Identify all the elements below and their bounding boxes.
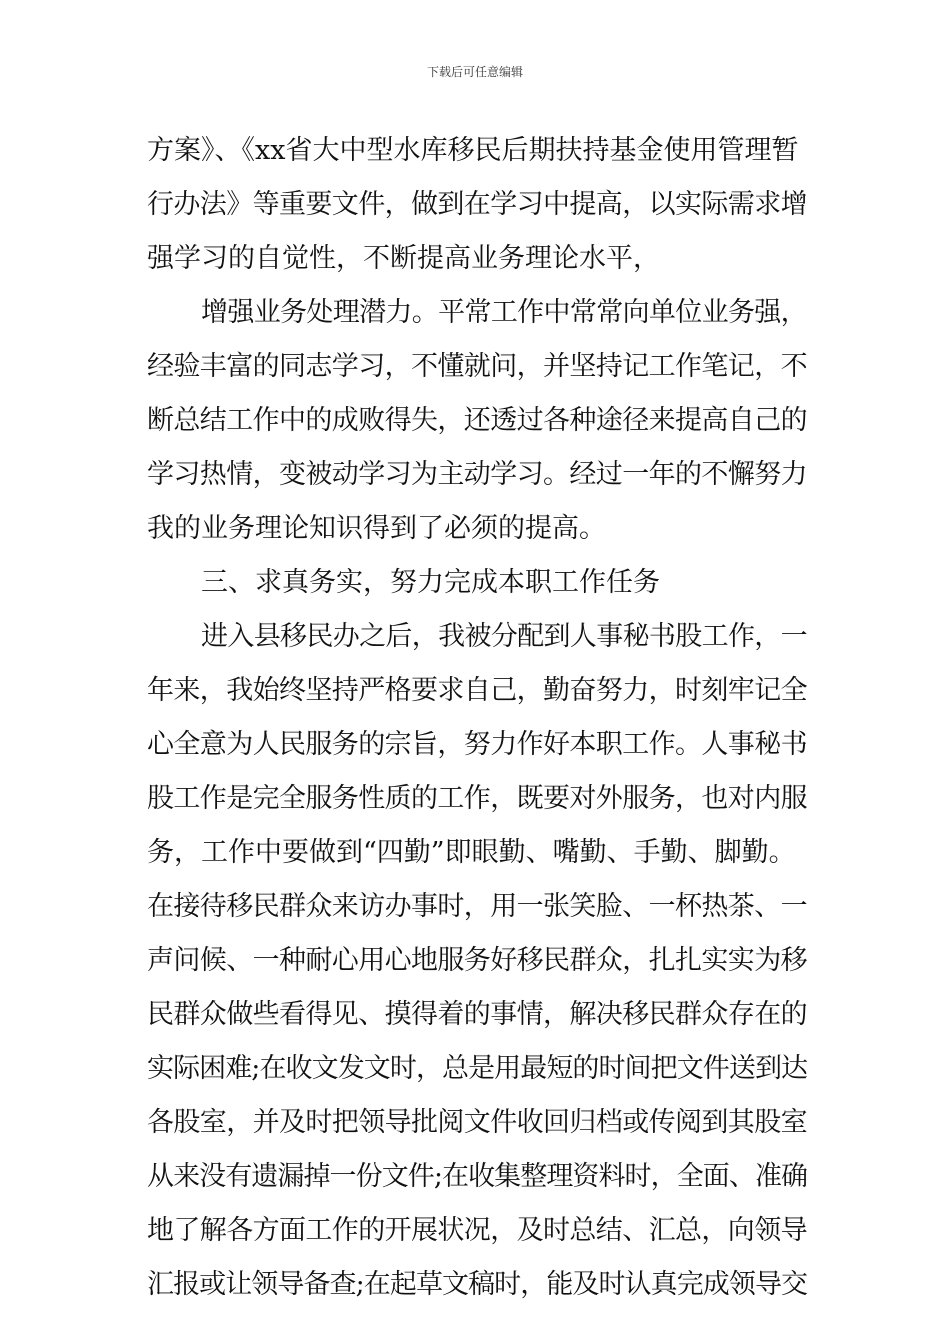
document-body [147,124,807,1312]
text-line: 地了解各方面工作的开展状况，及时总结、汇总，向领导 [147,1215,807,1246]
text-line: 进入县移民办之后，我被分配到人事秘书股工作，一 [201,621,807,652]
text-line: 强学习的自觉性，不断提高业务理论水平， [147,243,660,274]
text-line: 行办法》等重要文件，做到在学习中提高，以实际需求增 [147,189,807,220]
text-line: 汇报或让领导备查;在起草文稿时，能及时认真完成领导交 [147,1269,808,1300]
text-line: 民群众做些看得见、摸得着的事情，解决移民群众存在的 [147,999,807,1030]
text-line: 在接待移民群众来访办事时，用一张笑脸、一杯热茶、一 [147,891,807,922]
text-line: 各股室，并及时把领导批阅文件收回归档或传阅到其股室 [147,1107,807,1138]
text-line: 学习热情，变被动学习为主动学习。经过一年的不懈努力 [147,459,807,490]
text-line: 年来，我始终坚持严格要求自己，勤奋努力，时刻牢记全 [147,675,807,706]
text-line: 断总结工作中的成败得失，还透过各种途径来提高自己的 [147,405,807,436]
text-line: 声问候、一种耐心用心地服务好移民群众，扎扎实实为移 [147,945,807,976]
page-header: 下载后可任意编辑 [426,65,523,79]
text-line: 我的业务理论知识得到了必须的提高。 [147,513,606,544]
text-line: 心全意为人民服务的宗旨，努力作好本职工作。人事秘书 [147,729,807,760]
text-line: 实际困难;在收文发文时，总是用最短的时间把文件送到达 [147,1053,808,1084]
text-line: 增强业务处理潜力。平常工作中常常向单位业务强， [201,297,807,328]
text-line: 从来没有遗漏掉一份文件;在收集整理资料时，全面、准确 [147,1161,808,1192]
text-line: 务，工作中要做到“四勤”即眼勤、嘴勤、手勤、脚勤。 [147,837,796,868]
text-line: 三、求真务实，努力完成本职工作任务 [201,567,660,598]
text-line: 股工作是完全服务性质的工作，既要对外服务，也对内服 [147,783,807,814]
text-line: 经验丰富的同志学习，不懂就问，并坚持记工作笔记，不 [147,351,807,382]
text-line: 方案》、《xx省大中型水库移民后期扶持基金使用管理暂 [147,135,799,166]
